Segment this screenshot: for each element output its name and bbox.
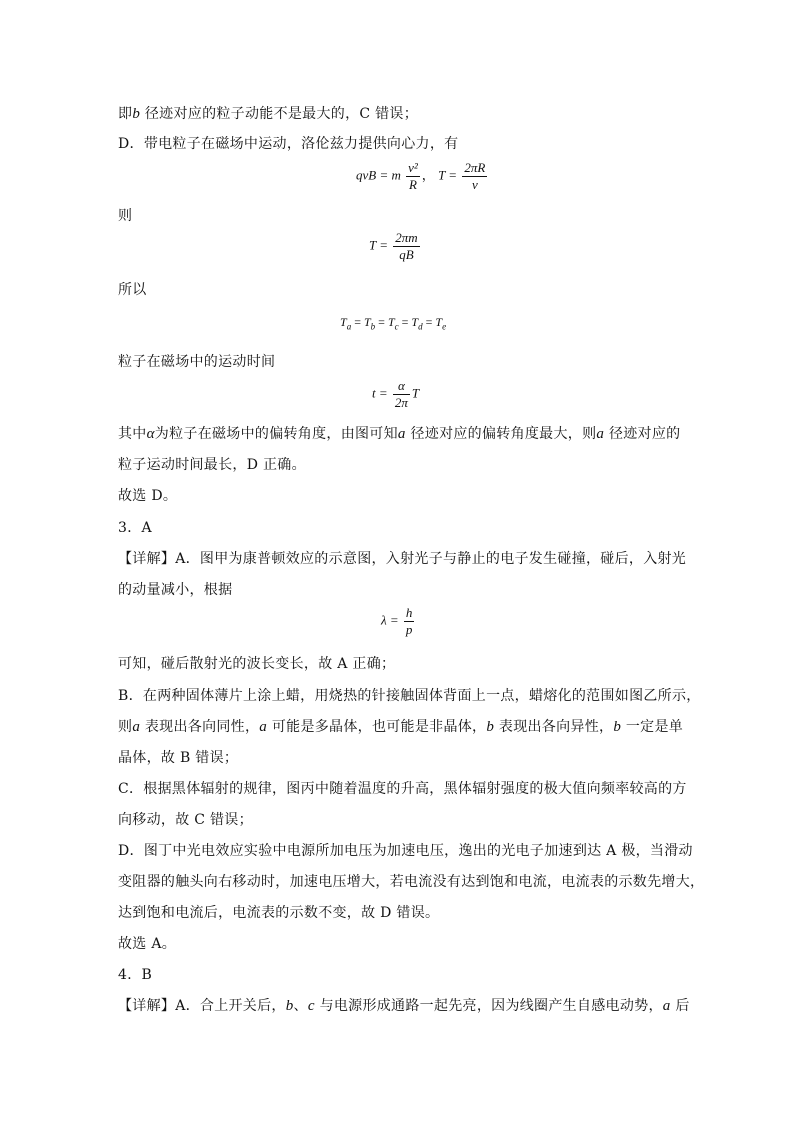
- eq-sep: ，: [421, 167, 435, 183]
- frac-num: h: [405, 605, 413, 620]
- text-span: 表现出各向异性，: [494, 719, 614, 735]
- eq-lhs: t =: [372, 385, 388, 401]
- equation-equal-periods: [340, 315, 446, 331]
- fraction-h-over-p: [404, 605, 415, 638]
- fraction-2piR-over-v: [462, 160, 487, 193]
- text-line-23: [118, 996, 690, 1016]
- eq-sign: =: [354, 315, 361, 329]
- text-span: 表现出各向同性，: [140, 719, 260, 735]
- var-a: a: [596, 426, 605, 442]
- text-line-15: 晶体，故 B 错误；: [118, 750, 239, 766]
- frac-num: 2πm: [395, 230, 418, 245]
- var-c: c: [307, 998, 315, 1014]
- text-span: 一定是单: [621, 719, 684, 735]
- var-b: b: [613, 719, 622, 735]
- var-b: b: [132, 106, 141, 122]
- text-span: 与电源形成通路一起先亮，因为线圈产生自感电动势，: [314, 998, 663, 1014]
- text-line-3: 则: [118, 208, 133, 224]
- eq-rhs: T: [411, 385, 420, 401]
- text-span: 【详解】A．合上开关后，: [118, 998, 286, 1014]
- text-line-1: [118, 104, 418, 124]
- period-b: $T_b$: [363, 315, 376, 332]
- answer-number-4: 4．B: [118, 967, 153, 983]
- equation-wavelength: [381, 605, 416, 638]
- text-line-21: 故选 A。: [118, 936, 177, 952]
- frac-den: 2π: [394, 395, 408, 410]
- frac-den: p: [405, 622, 413, 637]
- var-alpha: α: [146, 426, 155, 442]
- var-a: a: [397, 426, 406, 442]
- frac-den: R: [408, 177, 417, 192]
- text-span: 则: [118, 719, 133, 735]
- eq-lhs: qvB = m: [356, 167, 401, 183]
- text-span: 其中: [118, 426, 147, 442]
- text-line-18: D．图丁中光电效应实验中电源所加电压为加速电压，逸出的光电子加速到达 A 极，当滑动: [118, 843, 693, 859]
- text-span: 后: [670, 998, 690, 1014]
- text-line-17: 向移动，故 C 错误；: [118, 812, 253, 828]
- text-span: 径迹对应的偏转角度最大，则: [405, 426, 597, 442]
- text-line-20: 达到饱和电流后，电流表的示数不变，故 D 错误。: [118, 905, 440, 921]
- var-a: a: [259, 719, 268, 735]
- equation-period: [369, 230, 422, 263]
- eq-mid: T =: [438, 167, 458, 183]
- text-line-13: B．在两种固体薄片上涂上蜡，用烧热的针接触固体背面上一点，蜡熔化的范围如图乙所示，: [118, 688, 701, 704]
- text-span: 可能是多晶体，也可能是非晶体，: [267, 719, 487, 735]
- equation-time: [372, 378, 419, 411]
- answer-number-3: 3．A: [118, 520, 152, 536]
- frac-num: v²: [408, 160, 418, 175]
- var-b: b: [486, 719, 495, 735]
- period-a: $T_a$: [340, 315, 352, 332]
- text-span: 即: [118, 106, 133, 122]
- text-line-6: [118, 424, 680, 444]
- text-line-10: 【详解】A．图甲为康普顿效应的示意图，入射光子与静止的电子发生碰撞，碰后，入射光: [118, 551, 687, 567]
- var-a: a: [662, 998, 671, 1014]
- var-b: b: [285, 998, 294, 1014]
- text-line-14: [118, 717, 683, 737]
- equation-lorentz: [356, 160, 489, 193]
- frac-num: α: [393, 378, 410, 395]
- eq-sign: =: [401, 315, 409, 329]
- text-line-19: 变阻器的触头向右移动时，加速电压增大，若电流没有达到饱和电流，电流表的示数先增大，: [118, 874, 705, 890]
- text-line-11: 的动量减小，根据: [118, 582, 233, 598]
- frac-num: 2πR: [464, 160, 486, 175]
- fraction-alpha-over-2pi: [393, 378, 410, 411]
- period-d: $T_d$: [411, 315, 423, 332]
- frac-den: qB: [399, 247, 414, 262]
- period-e: $T_e$: [435, 315, 447, 332]
- eq-sign: =: [378, 315, 385, 329]
- text-line-2: D．带电粒子在磁场中运动，洛伦兹力提供向心力，有: [118, 136, 459, 152]
- text-line-7: 粒子运动时间最长，D 正确。: [118, 457, 306, 473]
- eq-lhs: T =: [369, 237, 389, 253]
- frac-den: v: [471, 177, 478, 192]
- text-line-5: 粒子在磁场中的运动时间: [118, 354, 276, 370]
- text-line-8: 故选 D。: [118, 488, 178, 504]
- text-span: 径迹对应的: [604, 426, 681, 442]
- text-line-4: 所以: [118, 282, 147, 298]
- period-c: $T_c$: [387, 315, 399, 332]
- eq-lhs: λ =: [381, 612, 399, 628]
- fraction-2pim-over-qB: [393, 230, 419, 263]
- text-span: 为粒子在磁场中的偏转角度，由图可知: [154, 426, 398, 442]
- fraction-v2-over-R: [406, 160, 420, 193]
- text-line-16: C．根据黑体辐射的规律，图丙中随着温度的升高，黑体辐射强度的极大值向频率较高的方: [118, 781, 687, 797]
- text-span: 径迹对应的粒子动能不是最大的，C 错误；: [140, 106, 419, 122]
- eq-sign: =: [425, 315, 433, 329]
- text-span: 、: [293, 998, 308, 1014]
- text-line-12: 可知，碰后散射光的波长变长，故 A 正确；: [118, 656, 396, 672]
- var-a: a: [132, 719, 141, 735]
